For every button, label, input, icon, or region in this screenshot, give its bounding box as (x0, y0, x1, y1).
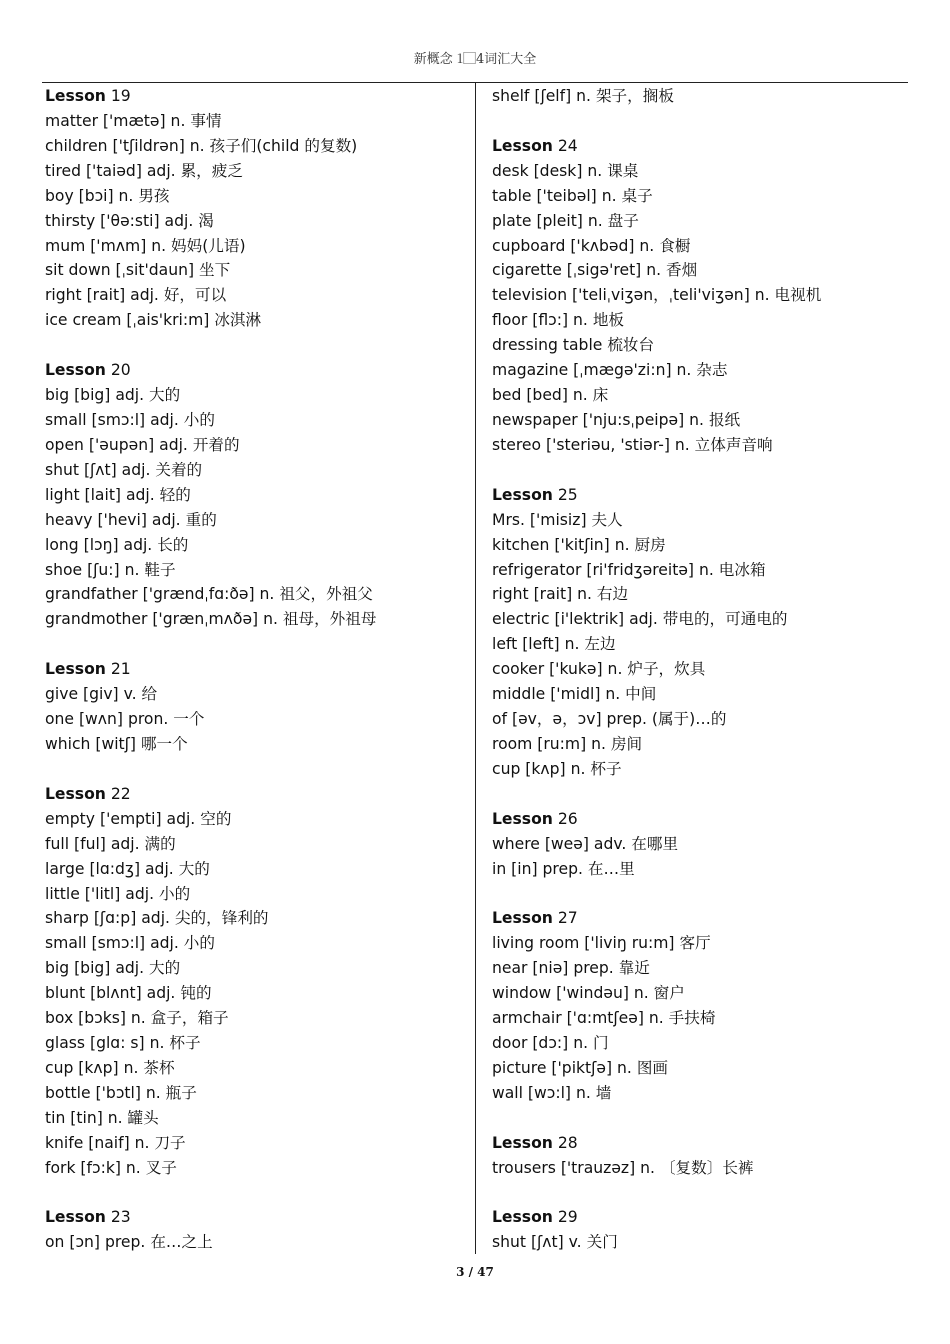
lesson-number: 26 (557, 809, 578, 828)
lesson-block (492, 1131, 902, 1181)
vocab-entry: electric [i'lektrik] adj. 带电的，可通电的 (492, 610, 788, 629)
vocab-entry: thirsty ['θə:sti] adj. 渴 (45, 211, 214, 230)
lesson-number: 24 (557, 136, 578, 155)
vocab-entry: empty ['empti] adj. 空的 (45, 809, 232, 828)
vocab-entry: in [in] prep. 在…里 (492, 859, 635, 878)
lesson-number: 27 (557, 909, 578, 928)
lesson-number: 22 (110, 784, 131, 803)
vocab-entry: knife [naif] n. 刀子 (45, 1133, 186, 1152)
lesson-block (492, 906, 902, 1105)
vocab-entry: one [wʌn] pron. 一个 (45, 710, 205, 729)
lesson-heading (492, 1131, 902, 1156)
vocab-entry: living room ['liviŋ ru:m] 客厅 (492, 934, 711, 953)
vocab-entry: cigarette [ˌsigə'ret] n. 香烟 (492, 261, 698, 280)
vocab-entry: magazine [ˌmægə'zi:n] n. 杂志 (492, 361, 728, 380)
vocab-entry: table ['teibəl] n. 桌子 (492, 186, 653, 205)
vocab-entry: blunt [blʌnt] adj. 钝的 (45, 984, 212, 1003)
vocab-entry: of [əv，ə，ɔv] prep. (属于)…的 (492, 710, 727, 729)
vocab-entry: room [ru:m] n. 房间 (492, 734, 643, 753)
lesson-heading (492, 483, 902, 508)
lesson-heading (45, 358, 465, 383)
lesson-number: 19 (110, 87, 131, 105)
vocab-entry: cup [kʌp] n. 茶杯 (45, 1058, 175, 1077)
lesson-heading (45, 782, 465, 807)
vocab-entry: long [lɔŋ] adj. 长的 (45, 535, 189, 554)
page-number: 3 / 47 (456, 1265, 494, 1279)
lesson-label: Lesson (45, 784, 106, 803)
vocab-entry: open ['əupən] adj. 开着的 (45, 435, 240, 454)
vocab-entry: kitchen ['kitʃin] n. 厨房 (492, 535, 666, 554)
lesson-heading (492, 906, 902, 931)
vocab-entry: desk [desk] n. 课桌 (492, 161, 639, 180)
vocab-entry: full [ful] adj. 满的 (45, 834, 176, 853)
left-column (45, 84, 465, 1280)
vocab-entry: bed [bed] n. 床 (492, 386, 609, 405)
vocab-entry: where [weə] adv. 在哪里 (492, 834, 679, 853)
vocab-entry: which [witʃ] 哪一个 (45, 734, 188, 753)
vocab-entry: shut [ʃʌt] adj. 关着的 (45, 460, 203, 479)
lesson-number: 20 (110, 361, 131, 380)
vocab-entry: right [rait] adj. 好，可以 (45, 286, 227, 305)
vocab-entry: big [big] adj. 大的 (45, 959, 181, 978)
vocab-entry: right [rait] n. 右边 (492, 585, 629, 604)
lesson-block (45, 84, 465, 333)
lesson-label: Lesson (492, 136, 553, 155)
vocab-entry: glass [glɑ: s] n. 杯子 (45, 1034, 201, 1053)
vocab-entry: picture ['piktʃə] n. 图画 (492, 1058, 669, 1077)
lesson-heading (492, 134, 902, 159)
vocab-entry: sit down [ˌsit'daun] 坐下 (45, 261, 231, 280)
lesson-block (492, 483, 902, 782)
lesson-label: Lesson (492, 1133, 553, 1152)
lesson-block (492, 1205, 902, 1255)
vocab-entry: tired ['taiəd] adj. 累，疲乏 (45, 161, 243, 180)
vocab-entry: sharp [ʃɑ:p] adj. 尖的，锋利的 (45, 909, 269, 928)
vocab-entry: ice cream [ˌais'kri:m] 冰淇淋 (45, 311, 262, 330)
lesson-block (45, 358, 465, 632)
lesson-block (492, 134, 902, 458)
vocab-entry: boy [bɔi] n. 男孩 (45, 186, 170, 205)
vocab-entry: door [dɔ:] n. 门 (492, 1034, 609, 1053)
vocab-entry: large [lɑ:dʒ] adj. 大的 (45, 859, 210, 878)
lesson-block (45, 782, 465, 1181)
vocab-entry: trousers ['trauzəz] n. 〔复数〕长裤 (492, 1158, 754, 1177)
vocab-entry: plate [pleit] n. 盘子 (492, 211, 639, 230)
page-header: 新概念 1⃞4词汇大全 (413, 52, 537, 67)
vocab-entry: tin [tin] n. 罐头 (45, 1108, 159, 1127)
vocab-entry: small [smɔ:l] adj. 小的 (45, 934, 215, 953)
vocab-entry: big [big] adj. 大的 (45, 386, 181, 405)
vocab-entry: fork [fɔ:k] n. 叉子 (45, 1158, 177, 1177)
vocab-entry: children ['tʃildrən] n. 孩子们(child 的复数) (45, 136, 358, 155)
lesson-label: Lesson (492, 909, 553, 928)
vocab-entry: middle ['midl] n. 中间 (492, 685, 657, 704)
vocab-entry: shelf [ʃelf] n. 架子，搁板 (492, 87, 674, 105)
lesson-block (45, 657, 465, 757)
lesson-number: 23 (110, 1208, 131, 1227)
vocab-entry: box [bɔks] n. 盒子，箱子 (45, 1009, 229, 1028)
lesson-block (492, 84, 902, 109)
vocab-entry: window ['windəu] n. 窗户 (492, 984, 685, 1003)
lesson-label: Lesson (45, 660, 106, 679)
vocab-entry: light [lait] adj. 轻的 (45, 485, 191, 504)
vocab-entry: television ['teliˌviʒən，ˌteli'viʒən] n. 电视机 (492, 286, 822, 305)
lesson-label: Lesson (45, 361, 106, 380)
vocab-entry: Mrs. ['misiz] 夫人 (492, 510, 623, 529)
vocab-entry: dressing table 梳妆台 (492, 336, 655, 355)
vocab-entry: grandfather ['grændˌfɑ:ðə] n. 祖父，外祖父 (45, 585, 373, 604)
vocab-entry: cupboard ['kʌbəd] n. 食橱 (492, 236, 691, 255)
lesson-number: 28 (557, 1133, 578, 1152)
lesson-label: Lesson (45, 87, 106, 105)
lesson-heading (492, 807, 902, 832)
vocab-entry: shut [ʃʌt] v. 关门 (492, 1233, 618, 1252)
lesson-block (45, 1205, 465, 1255)
lesson-heading (45, 1205, 465, 1230)
vocab-entry: cooker ['kukə] n. 炉子，炊具 (492, 660, 706, 679)
vocab-entry: matter ['mætə] n. 事情 (45, 111, 222, 130)
vocab-entry: cup [kʌp] n. 杯子 (492, 759, 622, 778)
lesson-number: 21 (110, 660, 131, 679)
vocab-entry: armchair ['ɑ:mtʃeə] n. 手扶椅 (492, 1009, 716, 1028)
vocab-entry: left [left] n. 左边 (492, 635, 616, 654)
vocab-entry: shoe [ʃu:] n. 鞋子 (45, 560, 176, 579)
lesson-heading (45, 657, 465, 682)
vocab-entry: small [smɔ:l] adj. 小的 (45, 410, 215, 429)
lesson-label: Lesson (492, 809, 553, 828)
vocab-entry: floor [flɔ:] n. 地板 (492, 311, 625, 330)
lesson-heading (492, 1205, 902, 1230)
vocab-entry: heavy ['hevi] adj. 重的 (45, 510, 217, 529)
vocab-entry: mum ['mʌm] n. 妈妈(儿语) (45, 236, 246, 255)
lesson-block (492, 807, 902, 882)
vocab-entry: newspaper ['nju:sˌpeipə] n. 报纸 (492, 410, 741, 429)
vocab-entry: grandmother ['grænˌmʌðə] n. 祖母，外祖母 (45, 610, 377, 629)
vocab-entry: stereo ['steriəu, 'stiər-] n. 立体声音响 (492, 435, 773, 454)
vocab-entry: on [ɔn] prep. 在…之上 (45, 1233, 213, 1252)
lesson-number: 25 (557, 485, 578, 504)
lesson-number: 29 (557, 1208, 578, 1227)
lesson-label: Lesson (492, 485, 553, 504)
vocab-entry: little ['litl] adj. 小的 (45, 884, 191, 903)
vocab-entry: wall [wɔ:l] n. 墙 (492, 1083, 612, 1102)
vocab-entry: give [giv] v. 给 (45, 685, 158, 704)
lesson-label: Lesson (45, 1208, 106, 1227)
right-column (492, 84, 902, 1280)
vocab-entry: near [niə] prep. 靠近 (492, 959, 650, 978)
lesson-label: Lesson (492, 1208, 553, 1227)
vocab-entry: bottle ['bɔtl] n. 瓶子 (45, 1083, 197, 1102)
lesson-heading (45, 84, 465, 109)
vocab-entry: refrigerator [ri'fridʒəreitə] n. 电冰箱 (492, 560, 766, 579)
column-divider (475, 83, 476, 1254)
